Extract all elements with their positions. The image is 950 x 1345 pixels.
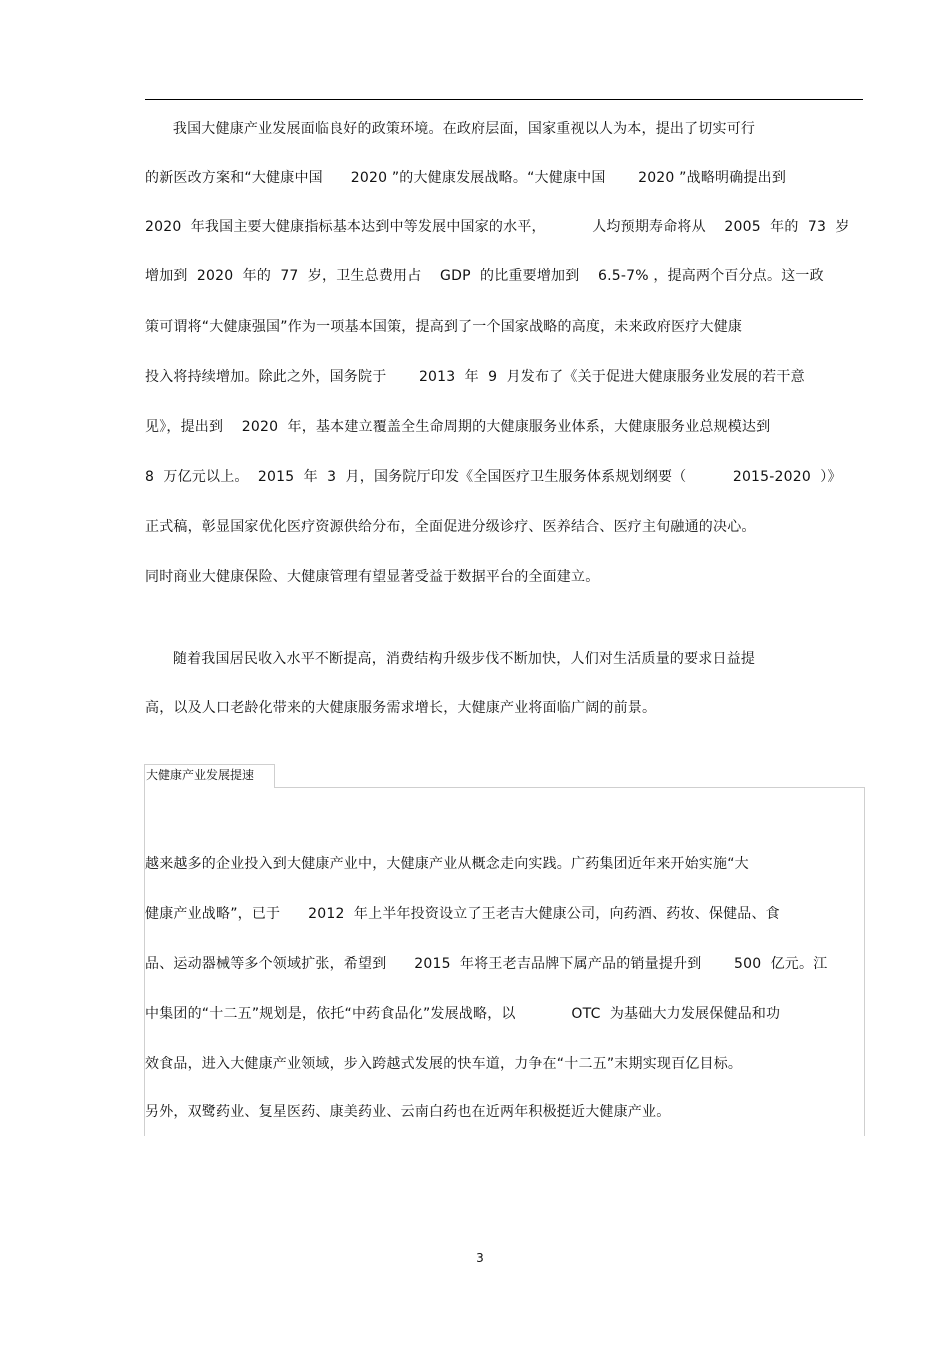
paragraph1-line: 投入将持续增加。除此之外，国务院于 2013 年 9 月发布了《关于促进大健康服务业发展的若干意: [145, 369, 805, 385]
page-number: 3: [476, 1251, 484, 1265]
section-title: 大健康产业发展提速: [146, 768, 255, 782]
paragraph2-line: 高，以及人口老龄化带来的大健康服务需求增长，大健康产业将面临广阔的前景。: [145, 700, 657, 716]
section-line: 越来越多的企业投入到大健康产业中，大健康产业从概念走向实践。广药集团近年来开始实施“大: [145, 856, 749, 872]
paragraph1-line: 8 万亿元以上。 2015 年 3 月，国务院厅印发《全国医疗卫生服务体系规划纲要（ 2015-2020 ）》: [145, 469, 842, 485]
paragraph1-line: 的新医改方案和“大健康中国 2020 ”的大健康发展战略。“大健康中国 2020 ”战略明确提出到: [145, 170, 787, 186]
section-line: 另外，双鹭药业、复星医药、康美药业、云南白药也在近两年积极挺近大健康产业。: [145, 1104, 671, 1120]
section-line: 健康产业战略”，已于 2012 年上半年投资设立了王老吉大健康公司，向药酒、药妆、保健品、食: [145, 906, 780, 922]
paragraph1-line: 同时商业大健康保险、大健康管理有望显著受益于数据平台的全面建立。: [145, 569, 600, 585]
paragraph2-line: 随着我国居民收入水平不断提高，消费结构升级步伐不断加快，人们对生活质量的要求日益提: [145, 651, 756, 667]
section-line: 中集团的“十二五”规划是，依托“中药食品化”发展战略，以 OTC 为基础大力发展保健品和功: [145, 1006, 781, 1022]
paragraph1-line: 增加到 2020 年的 77 岁，卫生总费用占 GDP 的比重要增加到 6.5-7% ，提高两个百分点。这一政: [145, 268, 824, 284]
paragraph1-line: 我国大健康产业发展面临良好的政策环境。在政府层面，国家重视以人为本，提出了切实可行: [145, 121, 756, 137]
paragraph1-line: 正式稿，彰显国家优化医疗资源供给分布，全面促进分级诊疗、医养结合、医疗主旬融通的决心。: [145, 519, 756, 535]
paragraph1-line: 策可谓将“大健康强国”作为一项基本国策，提高到了一个国家战略的高度，未来政府医疗大健康: [145, 319, 743, 335]
paragraph1-line: 见》，提出到 2020 年，基本建立覆盖全生命周期的大健康服务业体系，大健康服务业总规模达到: [145, 419, 771, 435]
paragraph1-line: 2020 年我国主要大健康指标基本达到中等发展中国家的水平， 人均预期寿命将从 2005 年的 73 岁: [145, 219, 850, 235]
section-line: 效食品，进入大健康产业领域，步入跨越式发展的快车道，力争在“十二五”末期实现百亿目标。: [145, 1056, 743, 1072]
section-line: 品、运动器械等多个领域扩张，希望到 2015 年将王老吉品牌下属产品的销量提升到 500 亿元。江: [145, 956, 828, 972]
header-rule: [145, 99, 863, 100]
